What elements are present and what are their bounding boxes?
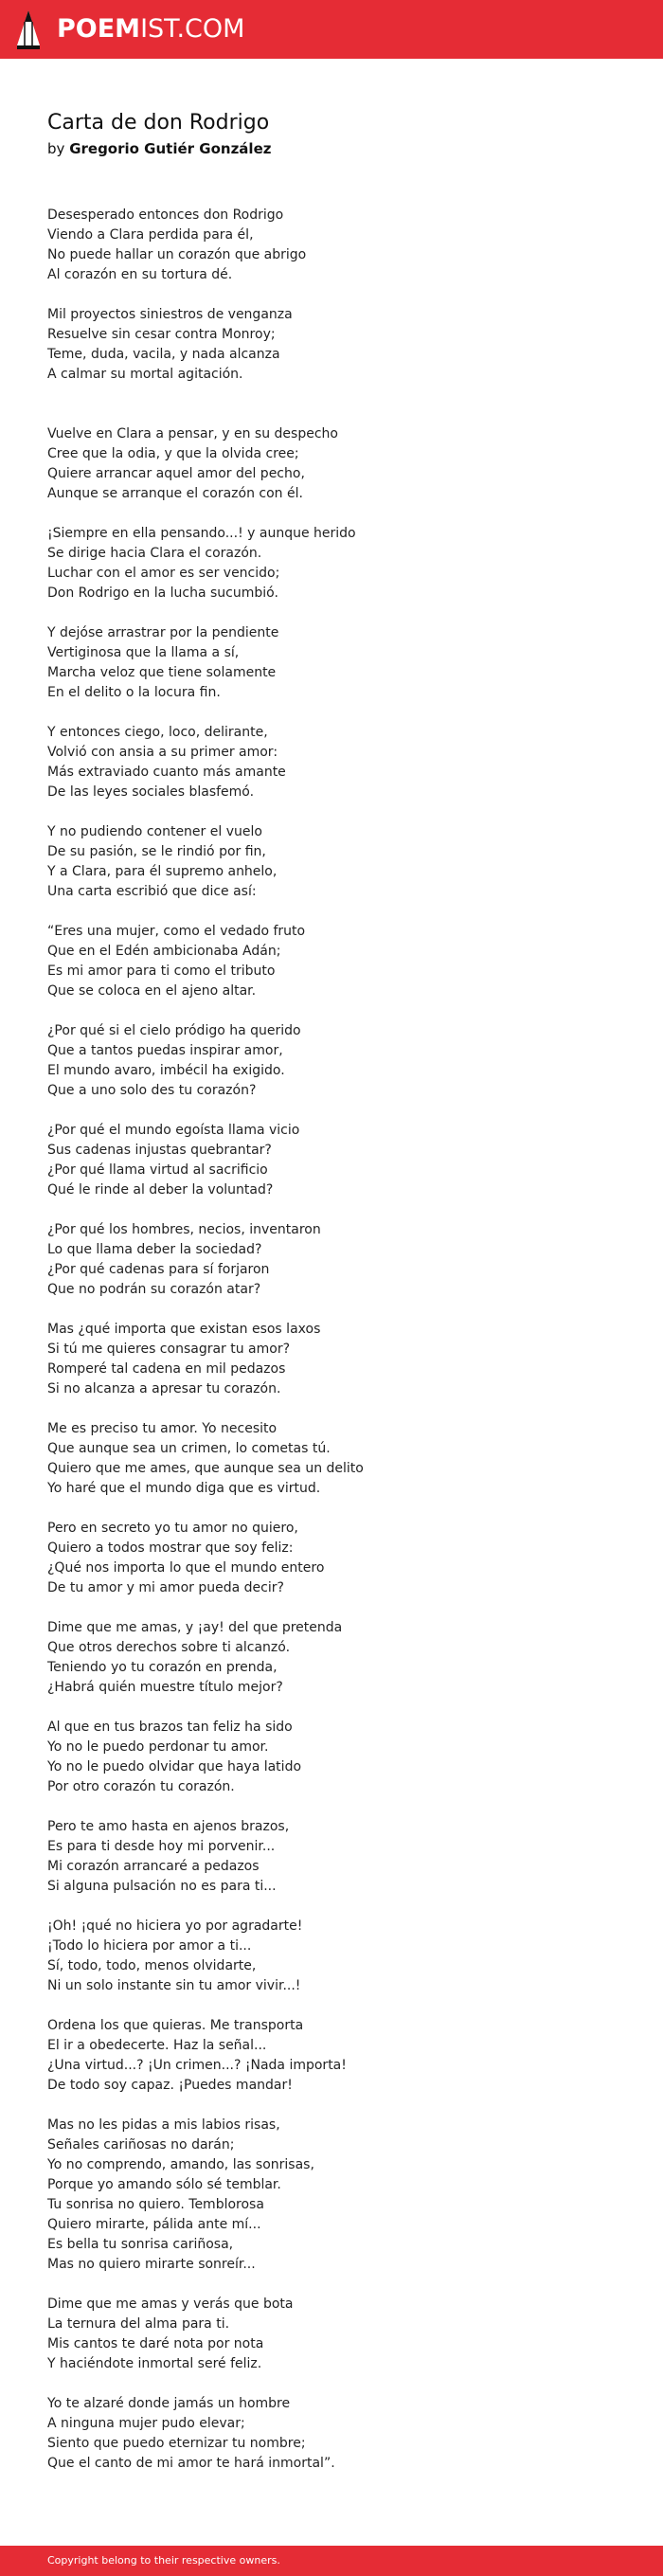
poem-line: Que aunque sea un crimen, lo cometas tú. bbox=[47, 1441, 331, 1456]
pencil-tip-icon[interactable] bbox=[16, 9, 41, 49]
poem-line: Y haciéndote inmortal seré feliz. bbox=[47, 2356, 262, 2371]
poem-stanza bbox=[47, 822, 635, 902]
poem-line: Desesperado entonces don Rodrigo bbox=[47, 207, 284, 223]
poem-line: Yo te alzaré donde jamás un hombre bbox=[47, 2396, 291, 2411]
poem-line: Lo que llama deber la sociedad? bbox=[47, 1242, 262, 1257]
poem-line: Que a tantos puedas inspirar amor, bbox=[47, 1043, 283, 1058]
poem-line: Si no alcanza a apresar tu corazón. bbox=[47, 1381, 281, 1396]
poem-line: De su pasión, se le rindió por fin, bbox=[47, 844, 266, 859]
poem-stanza bbox=[47, 206, 635, 285]
poem-line: Y entonces ciego, loco, delirante, bbox=[47, 725, 268, 740]
poem-stanza bbox=[47, 922, 635, 1001]
poem-line: De todo soy capaz. ¡Puedes mandar! bbox=[47, 2078, 293, 2093]
poem-line: ¡Siempre en ella pensando...! y aunque herido bbox=[47, 526, 356, 541]
poem-stanza bbox=[47, 1618, 635, 1698]
poem-line: Y a Clara, para él supremo anhelo, bbox=[47, 864, 278, 879]
poem-line: Mas no quiero mirarte sonreír... bbox=[47, 2257, 256, 2272]
poem-line: Viendo a Clara perdida para él, bbox=[47, 227, 254, 243]
poem-line: No puede hallar un corazón que abrigo bbox=[47, 247, 307, 262]
poem-line: Mas no les pidas a mis labios risas, bbox=[47, 2117, 280, 2133]
poem-line: Sus cadenas injustas quebrantar? bbox=[47, 1143, 272, 1158]
poem-line: Don Rodrigo en la lucha sucumbió. bbox=[47, 585, 278, 601]
poem-line: ¿Por qué cadenas para sí forjaron bbox=[47, 1262, 270, 1277]
poem-title: Carta de don Rodrigo bbox=[47, 111, 270, 135]
poem-line: Yo haré que el mundo diga que es virtud. bbox=[47, 1481, 321, 1496]
poem-line: Mi corazón arrancaré a pedazos bbox=[47, 1859, 260, 1874]
poem-line: Una carta escribió que dice así: bbox=[47, 884, 257, 899]
poem-line: Quiere arrancar aquel amor del pecho, bbox=[47, 466, 305, 481]
poem-line: Dime que me amas y verás que bota bbox=[47, 2297, 294, 2312]
poem-line: Mil proyectos siniestros de venganza bbox=[47, 307, 293, 322]
poem-line: Señales cariñosas no darán; bbox=[47, 2137, 235, 2153]
poem-line: Por otro corazón tu corazón. bbox=[47, 1779, 235, 1794]
poem-line: Siento que puedo eternizar tu nombre; bbox=[47, 2436, 306, 2451]
poem-line: De tu amor y mi amor pueda decir? bbox=[47, 1580, 284, 1595]
poem-line: Quiero que me ames, que aunque sea un delito bbox=[47, 1461, 364, 1476]
poem-line: A ninguna mujer pudo elevar; bbox=[47, 2416, 245, 2431]
poem-line: Me es preciso tu amor. Yo necesito bbox=[47, 1421, 278, 1436]
poem-line: Es mi amor para ti como el tributo bbox=[47, 964, 276, 979]
site-header bbox=[0, 0, 663, 59]
poem-stanza bbox=[47, 2016, 635, 2096]
copyright-text: Copyright belong to their respective owners. bbox=[47, 2554, 280, 2567]
poem-line: Al corazón en su tortura dé. bbox=[47, 267, 233, 282]
logo-bold-text: POEM bbox=[57, 14, 141, 44]
poem-line: La ternura del alma para ti. bbox=[47, 2316, 230, 2332]
poem-line: El mundo avaro, imbécil ha exigido. bbox=[47, 1063, 285, 1078]
poem-line: Que en el Edén ambicionaba Adán; bbox=[47, 944, 281, 959]
poem-line: ¡Todo lo hiciera por amor a ti... bbox=[47, 1938, 252, 1954]
poem-line: ¡Oh! ¡qué no hiciera yo por agradarte! bbox=[47, 1918, 303, 1934]
poem-line: Ni un solo instante sin tu amor vivir...! bbox=[47, 1978, 301, 1993]
poem-line: Y dejóse arrastrar por la pendiente bbox=[47, 625, 279, 640]
poem-body bbox=[47, 206, 635, 2494]
poem-line: Y no pudiendo contener el vuelo bbox=[47, 824, 262, 839]
poem-line: Que se coloca en el ajeno altar. bbox=[47, 983, 257, 999]
poem-stanza bbox=[47, 1320, 635, 1399]
poem-line: Que no podrán su corazón atar? bbox=[47, 1282, 261, 1297]
poem-stanza bbox=[47, 1021, 635, 1101]
poem-line: Porque yo amando sólo sé temblar. bbox=[47, 2177, 281, 2192]
poem-line: Yo no comprendo, amando, las sonrisas, bbox=[47, 2157, 314, 2172]
poem-line: Mis cantos te daré nota por nota bbox=[47, 2336, 264, 2351]
poem-line: Es para ti desde hoy mi porvenir... bbox=[47, 1839, 276, 1854]
poem-line: Vertiginosa que la llama a sí, bbox=[47, 645, 240, 660]
poem-stanza bbox=[47, 424, 635, 504]
poem-line: Pero te amo hasta en ajenos brazos, bbox=[47, 1819, 290, 1834]
poem-line: ¿Habrá quién muestre título mejor? bbox=[47, 1680, 283, 1695]
poem-line: Cree que la odia, y que la olvida cree; bbox=[47, 446, 299, 461]
poem-stanza bbox=[47, 1917, 635, 1996]
poem-line: Al que en tus brazos tan feliz ha sido bbox=[47, 1720, 293, 1735]
poem-line: ¿Por qué los hombres, necios, inventaron bbox=[47, 1222, 321, 1237]
site-footer bbox=[0, 2546, 663, 2576]
poem-stanza bbox=[47, 1419, 635, 1499]
poem-line: Pero en secreto yo tu amor no quiero, bbox=[47, 1521, 298, 1536]
poem-stanza bbox=[47, 1519, 635, 1598]
poem-line: Es bella tu sonrisa cariñosa, bbox=[47, 2237, 234, 2252]
poem-line: ¿Una virtud...? ¡Un crimen...? ¡Nada importa! bbox=[47, 2058, 347, 2073]
poem-line: Quiero a todos mostrar que soy feliz: bbox=[47, 1540, 294, 1556]
poem-byline bbox=[47, 138, 271, 159]
poem-stanza bbox=[47, 1817, 635, 1897]
poem-stanza bbox=[47, 524, 635, 603]
poem-line: Sí, todo, todo, menos olvidarte, bbox=[47, 1958, 257, 1973]
poem-author[interactable]: Gregorio Gutiér González bbox=[69, 140, 272, 157]
poem-line: Que otros derechos sobre ti alcanzó. bbox=[47, 1640, 291, 1655]
poem-line: Quiero mirarte, pálida ante mí... bbox=[47, 2217, 261, 2232]
poem-stanza bbox=[47, 305, 635, 385]
poem-line: ¿Por qué el mundo egoísta llama vicio bbox=[47, 1123, 300, 1138]
poem-stanza bbox=[47, 1220, 635, 1300]
poem-line: El ir a obedecerte. Haz la señal... bbox=[47, 2038, 267, 2053]
logo-light-text: IST.COM bbox=[140, 14, 245, 44]
poem-line: Teme, duda, vacila, y nada alcanza bbox=[47, 347, 280, 362]
poem-line: Aunque se arranque el corazón con él. bbox=[47, 486, 303, 501]
poem-line: ¿Qué nos importa lo que el mundo entero bbox=[47, 1560, 325, 1576]
poem-line: “Eres una mujer, como el vedado fruto bbox=[47, 924, 306, 939]
poem-line: ¿Por qué si el cielo pródigo ha querido bbox=[47, 1023, 301, 1038]
poem-line: Mas ¿qué importa que existan esos laxos bbox=[47, 1322, 321, 1337]
poem-line: A calmar su mortal agitación. bbox=[47, 367, 243, 382]
poem-line: Qué le rinde al deber la voluntad? bbox=[47, 1182, 274, 1198]
poem-line: Se dirige hacia Clara el corazón. bbox=[47, 546, 262, 561]
poem-line: Tu sonrisa no quiero. Temblorosa bbox=[47, 2197, 264, 2212]
poem-line: Si alguna pulsación no es para ti... bbox=[47, 1879, 277, 1894]
poem-line: Si tú me quieres consagrar tu amor? bbox=[47, 1342, 291, 1357]
poem-line: Dime que me amas, y ¡ay! del que pretenda bbox=[47, 1620, 343, 1635]
poem-line: Más extraviado cuanto más amante bbox=[47, 765, 286, 780]
poem-stanza bbox=[47, 623, 635, 703]
poem-line: En el delito o la locura fin. bbox=[47, 685, 221, 700]
poem-stanza bbox=[47, 2394, 635, 2474]
poem-line: ¿Por qué llama virtud al sacrificio bbox=[47, 1162, 268, 1178]
poem-line: Teniendo yo tu corazón en prenda, bbox=[47, 1660, 278, 1675]
poem-line: Resuelve sin cesar contra Monroy; bbox=[47, 327, 276, 342]
poem-stanza bbox=[47, 2116, 635, 2275]
poem-stanza bbox=[47, 1718, 635, 1797]
poem-line: Marcha veloz que tiene solamente bbox=[47, 665, 277, 680]
poem-line: Ordena los que quieras. Me transporta bbox=[47, 2018, 304, 2033]
poem-stanza bbox=[47, 723, 635, 802]
by-label: by bbox=[47, 140, 65, 157]
poem-line: Luchar con el amor es ser vencido; bbox=[47, 566, 280, 581]
poem-line: De las leyes sociales blasfemó. bbox=[47, 784, 255, 800]
site-logo[interactable] bbox=[57, 13, 244, 45]
poem-line: Yo no le puedo perdonar tu amor. bbox=[47, 1739, 269, 1755]
poem-line: Que el canto de mi amor te hará inmortal”. bbox=[47, 2456, 335, 2471]
poem-stanza bbox=[47, 2295, 635, 2374]
poem-line: Que a uno solo des tu corazón? bbox=[47, 1083, 257, 1098]
poem-line: Volvió con ansia a su primer amor: bbox=[47, 745, 278, 760]
poem-line: Yo no le puedo olvidar que haya latido bbox=[47, 1759, 302, 1774]
poem-stanza bbox=[47, 1121, 635, 1200]
poem-line: Romperé tal cadena en mil pedazos bbox=[47, 1361, 286, 1377]
poem-line: Vuelve en Clara a pensar, y en su despecho bbox=[47, 426, 338, 441]
